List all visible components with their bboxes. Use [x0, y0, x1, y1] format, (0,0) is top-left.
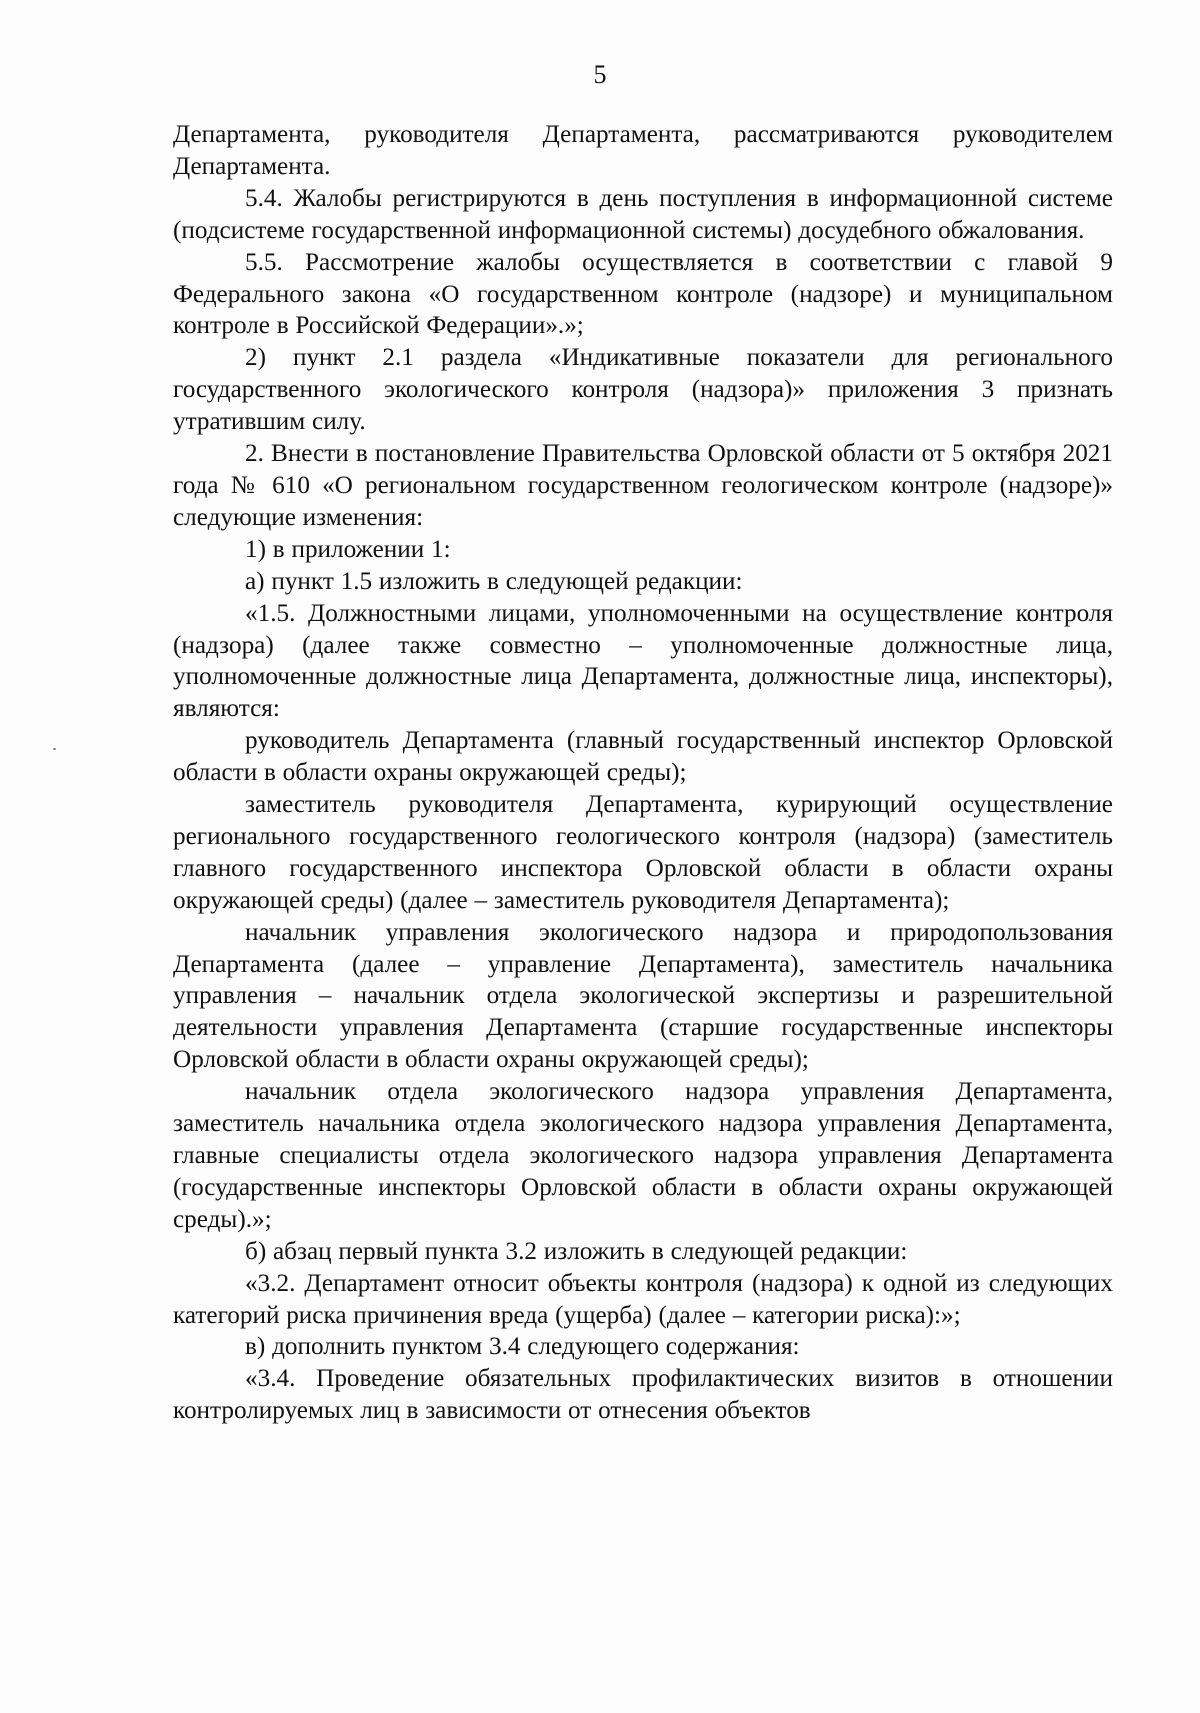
paragraph-head-of-division: начальник отдела экологического надзора управления Департамента, заместитель начальника отдела экологического надзора управления Департамента, главные специалисты отдела экологического надзора управления Департамента (государственные инспекторы Орловской области в области охраны окружающей среды).»;: [173, 1078, 1113, 1233]
paragraph-5-5: 5.5. Рассмотрение жалобы осуществляется в соответствии с главой 9 Федерального закона «О государственном контроле (надзоре) и муниципальном контроле в Российской Федерации».»;: [173, 248, 1113, 340]
paragraph-appendix-1: 1) в приложении 1:: [245, 535, 451, 563]
document-body: [173, 119, 1113, 1427]
paragraph-3-4: «3.4. Проведение обязательных профилактических визитов в отношении контролируемых лиц в зависимости от отнесения объектов: [173, 1365, 1113, 1425]
paragraph-section-2: 2. Внести в постановление Правительства Орловской области от 5 октября 2021 года № 610 «О региональном государственном геологическом контроле (надзоре)» следующие изменения:: [173, 440, 1113, 531]
paragraph-3-2: «3.2. Департамент относит объекты контроля (надзора) к одной из следующих категорий риска причинения вреда (ущерба) (далее – категории риска):»;: [173, 1269, 1113, 1329]
paragraph-5-4: 5.4. Жалобы регистрируются в день поступления в информационной системе (подсистеме государственной информационной системы) досудебного обжалования.: [173, 184, 1113, 244]
paragraph-item-2-point-2-1: 2) пункт 2.1 раздела «Индикативные показатели для регионального государственного экологического контроля (надзора)» приложения 3 признать утратившим силу.: [173, 344, 1113, 436]
paragraph-head-of-department: руководитель Департамента (главный государственный инспектор Орловской области в области охраны окружающей среды);: [173, 727, 1113, 787]
scan-speck: [53, 748, 56, 750]
page-number: 5: [593, 60, 607, 89]
paragraph-head-of-management: начальник управления экологического надзора и природопользования Департамента (далее – управление Департамента), заместитель начальника управления – начальник отдела экологической экспертизы и разрешительной деятельности управления Департамента (старшие государственные инспекторы Орловской области в области охраны окружающей среды);: [173, 918, 1113, 1074]
paragraph-1-5: «1.5. Должностными лицами, уполномоченными на осуществление контроля (надзора) (далее также совместно – уполномоченные должностные лица, уполномоченные должностные лица Департамента, должностные лица, инспекторы), являются:: [173, 599, 1113, 723]
paragraph-subitem-a: а) пункт 1.5 изложить в следующей редакции:: [245, 567, 743, 595]
paragraph-subitem-v: в) дополнить пунктом 3.4 следующего содержания:: [245, 1333, 800, 1361]
paragraph-deputy-head: заместитель руководителя Департамента, курирующий осуществление регионального государственного геологического контроля (надзора) (заместитель главного государственного инспектора Орловской области в области охраны окружающей среды) (далее – заместитель руководителя Департамента);: [173, 791, 1113, 914]
paragraph-continuation: Департамента, руководителя Департамента, рассматриваются руководителем Департамента.: [173, 121, 1113, 180]
paragraph-subitem-b: б) абзац первый пункта 3.2 изложить в следующей редакции:: [245, 1237, 908, 1265]
